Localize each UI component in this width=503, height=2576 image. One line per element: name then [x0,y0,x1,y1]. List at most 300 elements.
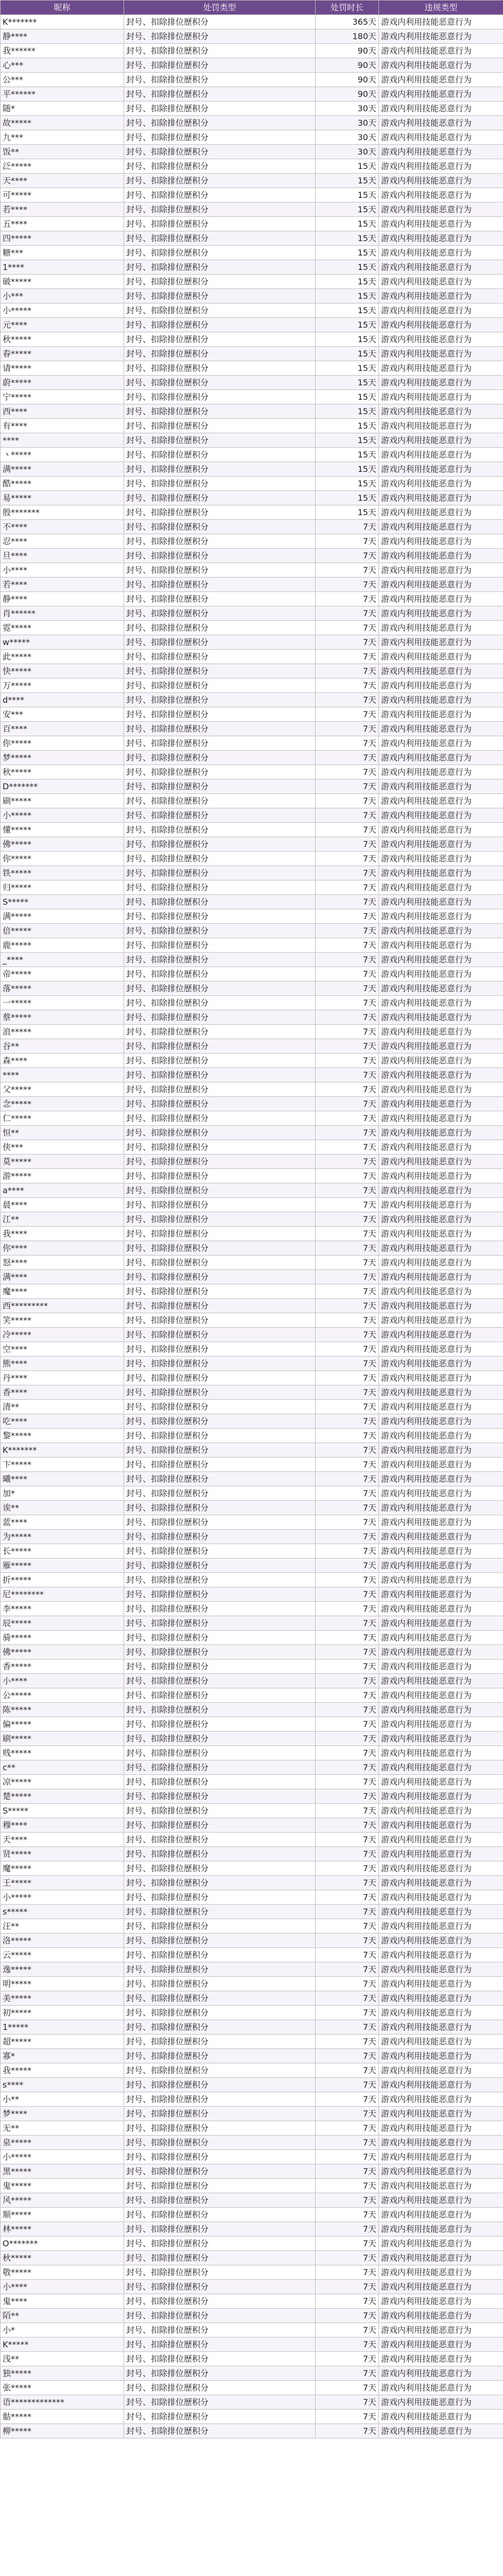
cell-penalty-type: 封号、扣除排位歷积分 [124,73,316,87]
cell-violation-type: 游戏内利用技能恶意行为 [379,996,503,1010]
table-row [1,1241,503,1256]
cell-nickname: 风***** [1,2193,124,2208]
cell-penalty-type: 封号、扣除排位歷积分 [124,2222,316,2236]
cell-penalty-type: 封号、扣除排位歷积分 [124,2251,316,2265]
cell-penalty-duration: 30天 [316,101,379,116]
table-row [1,1804,503,1818]
table-row [1,1126,503,1140]
cell-nickname: 秋***** [1,332,124,347]
cell-penalty-type: 封号、扣除排位歷积分 [124,996,316,1010]
cell-nickname: 落***** [1,981,124,996]
cell-penalty-duration: 15天 [316,433,379,448]
table-row [1,44,503,58]
cell-penalty-type: 封号、扣除排位歷积分 [124,130,316,145]
cell-penalty-type: 封号、扣除排位歷积分 [124,2193,316,2208]
cell-nickname: 满**** [1,1270,124,1284]
cell-penalty-type: 封号、扣除排位歷积分 [124,1544,316,1558]
cell-penalty-duration: 7天 [316,1804,379,1818]
cell-violation-type: 游戏内利用技能恶意行为 [379,1631,503,1645]
cell-violation-type: 游戏内利用技能恶意行为 [379,1977,503,1991]
cell-violation-type: 游戏内利用技能恶意行为 [379,938,503,953]
cell-violation-type: 游戏内利用技能恶意行为 [379,967,503,981]
cell-nickname: 你***** [1,852,124,866]
cell-penalty-type: 封号、扣除排位歷积分 [124,924,316,938]
cell-nickname: 糖*** [1,246,124,260]
cell-penalty-type: 封号、扣除排位歷积分 [124,1515,316,1530]
cell-nickname: 请***** [1,361,124,376]
cell-violation-type: 游戏内利用技能恶意行为 [379,1472,503,1486]
table-row [1,1140,503,1155]
cell-violation-type: 游戏内利用技能恶意行为 [379,2193,503,2208]
cell-violation-type: 游戏内利用技能恶意行为 [379,202,503,217]
cell-violation-type: 游戏内利用技能恶意行为 [379,87,503,101]
table-row [1,1587,503,1602]
cell-nickname: 随* [1,101,124,116]
cell-nickname: 念***** [1,1097,124,1111]
table-row [1,1631,503,1645]
cell-violation-type: 游戏内利用技能恶意行为 [379,924,503,938]
cell-violation-type: 游戏内利用技能恶意行为 [379,1169,503,1183]
table-row [1,1284,503,1299]
cell-penalty-type: 封号、扣除排位歷积分 [124,289,316,303]
cell-penalty-type: 封号、扣除排位歷积分 [124,1948,316,1962]
cell-penalty-type: 封号、扣除排位歷积分 [124,1486,316,1501]
cell-nickname: 梦***** [1,751,124,765]
cell-violation-type: 游戏内利用技能恶意行为 [379,1544,503,1558]
cell-nickname: K***** [1,2337,124,2352]
cell-violation-type: 游戏内利用技能恶意行为 [379,462,503,477]
table-row [1,1515,503,1530]
cell-violation-type: 游戏内利用技能恶意行为 [379,765,503,779]
cell-penalty-duration: 30天 [316,130,379,145]
table-row [1,130,503,145]
cell-penalty-duration: 7天 [316,981,379,996]
cell-nickname: 快***** [1,664,124,679]
cell-nickname: 偏***** [1,1717,124,1732]
table-row [1,2020,503,2035]
cell-violation-type: 游戏内利用技能恶意行为 [379,1357,503,1371]
cell-violation-type: 游戏内利用技能恶意行为 [379,29,503,44]
cell-nickname: K******* [1,15,124,29]
cell-violation-type: 游戏内利用技能恶意行为 [379,1962,503,1977]
cell-penalty-type: 封号、扣除排位歷积分 [124,332,316,347]
cell-penalty-duration: 7天 [316,1357,379,1371]
cell-violation-type: 游戏内利用技能恶意行为 [379,1241,503,1256]
cell-violation-type: 游戏内利用技能恶意行为 [379,1717,503,1732]
table-row [1,1443,503,1458]
table-row [1,1068,503,1082]
cell-penalty-duration: 90天 [316,58,379,73]
table-body [1,15,503,2438]
cell-penalty-duration: 7天 [316,2179,379,2193]
table-row [1,2078,503,2092]
cell-violation-type: 游戏内利用技能恶意行为 [379,174,503,188]
cell-nickname: 贱***** [1,1746,124,1760]
cell-violation-type: 游戏内利用技能恶意行为 [379,981,503,996]
cell-penalty-type: 封号、扣除排位歷积分 [124,1602,316,1616]
table-row [1,1847,503,1861]
cell-penalty-duration: 15天 [316,174,379,188]
table-row [1,1472,503,1486]
table-row [1,2251,503,2265]
cell-violation-type: 游戏内利用技能恶意行为 [379,15,503,29]
cell-violation-type: 游戏内利用技能恶意行为 [379,433,503,448]
header-penalty-duration: 处罚时长 [316,1,379,15]
cell-nickname: 小***** [1,303,124,318]
cell-violation-type: 游戏内利用技能恶意行为 [379,289,503,303]
cell-penalty-type: 封号、扣除排位歷积分 [124,318,316,332]
cell-nickname: 西**** [1,404,124,419]
cell-penalty-duration: 7天 [316,2410,379,2424]
cell-penalty-type: 封号、扣除排位歷积分 [124,1991,316,2006]
cell-nickname: 冷***** [1,1328,124,1342]
cell-penalty-duration: 7天 [316,1977,379,1991]
cell-nickname: 陌** [1,2309,124,2323]
cell-penalty-type: 封号、扣除排位歷积分 [124,1256,316,1270]
cell-violation-type: 游戏内利用技能恶意行为 [379,2078,503,2092]
cell-penalty-type: 封号、扣除排位歷积分 [124,1760,316,1775]
table-row [1,231,503,246]
cell-violation-type: 游戏内利用技能恶意行为 [379,679,503,693]
cell-violation-type: 游戏内利用技能恶意行为 [379,1227,503,1241]
cell-nickname: 侠*** [1,1140,124,1155]
cell-penalty-type: 封号、扣除排位歷积分 [124,1573,316,1587]
cell-nickname: 佛***** [1,1645,124,1659]
cell-nickname: 易***** [1,491,124,505]
table-row [1,1111,503,1126]
cell-penalty-duration: 7天 [316,592,379,606]
table-row [1,1082,503,1097]
cell-violation-type: 游戏内利用技能恶意行为 [379,1732,503,1746]
cell-nickname: 吃**** [1,1414,124,1429]
cell-penalty-type: 封号、扣除排位歷积分 [124,1659,316,1674]
table-row [1,1934,503,1948]
cell-penalty-duration: 7天 [316,2035,379,2049]
cell-violation-type: 游戏内利用技能恶意行为 [379,2222,503,2236]
cell-penalty-duration: 7天 [316,1313,379,1328]
cell-nickname: 加* [1,1486,124,1501]
cell-violation-type: 游戏内利用技能恶意行为 [379,73,503,87]
cell-penalty-type: 封号、扣除排位歷积分 [124,1905,316,1919]
cell-penalty-duration: 7天 [316,520,379,534]
cell-nickname: 江** [1,1212,124,1227]
cell-nickname: 若**** [1,578,124,592]
table-row [1,376,503,390]
cell-nickname: 你**** [1,1241,124,1256]
cell-nickname: 张***** [1,2381,124,2395]
cell-penalty-duration: 7天 [316,1948,379,1962]
table-row [1,347,503,361]
table-row [1,1328,503,1342]
cell-violation-type: 游戏内利用技能恶意行为 [379,130,503,145]
cell-penalty-type: 封号、扣除排位歷积分 [124,722,316,736]
cell-penalty-duration: 7天 [316,1054,379,1068]
cell-penalty-duration: 15天 [316,318,379,332]
cell-penalty-type: 封号、扣除排位歷积分 [124,1429,316,1443]
cell-penalty-type: 封号、扣除排位歷积分 [124,1241,316,1256]
cell-nickname: 凉***** [1,1775,124,1789]
table-row [1,722,503,736]
cell-nickname: 黑***** [1,2164,124,2179]
cell-nickname: 为***** [1,1530,124,1544]
cell-nickname: 敬***** [1,2265,124,2280]
cell-nickname: 四***** [1,231,124,246]
cell-violation-type: 游戏内利用技能恶意行为 [379,2309,503,2323]
cell-penalty-duration: 7天 [316,2251,379,2265]
cell-nickname: 浪***** [1,1025,124,1039]
table-row [1,116,503,130]
cell-penalty-type: 封号、扣除排位歷积分 [124,549,316,563]
cell-violation-type: 游戏内利用技能恶意行为 [379,852,503,866]
cell-penalty-type: 封号、扣除排位歷积分 [124,1183,316,1198]
cell-nickname: 莫***** [1,1155,124,1169]
cell-violation-type: 游戏内利用技能恶意行为 [379,419,503,433]
cell-nickname: 李***** [1,1602,124,1616]
cell-penalty-type: 封号、扣除排位歷积分 [124,44,316,58]
cell-violation-type: 游戏内利用技能恶意行为 [379,1458,503,1472]
cell-violation-type: 游戏内利用技能恶意行为 [379,707,503,722]
cell-nickname: 雁***** [1,1558,124,1573]
cell-nickname: 可***** [1,188,124,202]
cell-nickname: **** [1,433,124,448]
cell-nickname: 鹿***** [1,938,124,953]
cell-violation-type: 游戏内利用技能恶意行为 [379,1342,503,1357]
cell-penalty-type: 封号、扣除排位歷积分 [124,1861,316,1876]
cell-penalty-duration: 30天 [316,145,379,159]
cell-penalty-type: 封号、扣除排位歷积分 [124,1804,316,1818]
table-row [1,505,503,520]
cell-nickname: 鬼***** [1,2179,124,2193]
cell-penalty-duration: 7天 [316,736,379,751]
cell-penalty-type: 封号、扣除排位歷积分 [124,1284,316,1299]
cell-penalty-duration: 15天 [316,289,379,303]
cell-penalty-duration: 7天 [316,1934,379,1948]
cell-penalty-type: 封号、扣除排位歷积分 [124,1919,316,1934]
cell-penalty-type: 封号、扣除排位歷积分 [124,650,316,664]
cell-nickname: 安*** [1,707,124,722]
table-row [1,303,503,318]
cell-penalty-duration: 7天 [316,2395,379,2410]
cell-nickname: 骷***** [1,2410,124,2424]
cell-violation-type: 游戏内利用技能恶意行为 [379,44,503,58]
table-row [1,1890,503,1905]
cell-violation-type: 游戏内利用技能恶意行为 [379,1659,503,1674]
cell-nickname: 仁***** [1,1111,124,1126]
cell-violation-type: 游戏内利用技能恶意行为 [379,1299,503,1313]
cell-penalty-type: 封号、扣除排位歷积分 [124,736,316,751]
table-row [1,1429,503,1443]
cell-penalty-duration: 7天 [316,751,379,765]
cell-nickname: 天**** [1,1833,124,1847]
cell-nickname: 公***** [1,1688,124,1703]
cell-violation-type: 游戏内利用技能恶意行为 [379,2410,503,2424]
cell-penalty-type: 封号、扣除排位歷积分 [124,231,316,246]
cell-penalty-duration: 7天 [316,606,379,621]
cell-nickname: 小**** [1,1674,124,1688]
cell-violation-type: 游戏内利用技能恶意行为 [379,794,503,808]
table-row [1,1905,503,1919]
cell-nickname: 西********* [1,1299,124,1313]
cell-violation-type: 游戏内利用技能恶意行为 [379,58,503,73]
cell-nickname: 初***** [1,2006,124,2020]
cell-violation-type: 游戏内利用技能恶意行为 [379,1876,503,1890]
cell-nickname: 汪** [1,1919,124,1934]
cell-violation-type: 游戏内利用技能恶意行为 [379,1082,503,1097]
table-row [1,1256,503,1270]
cell-penalty-type: 封号、扣除排位歷积分 [124,2092,316,2107]
table-row [1,2121,503,2136]
cell-penalty-duration: 15天 [316,448,379,462]
table-row [1,779,503,794]
cell-penalty-duration: 7天 [316,650,379,664]
cell-penalty-type: 封号、扣除排位歷积分 [124,2006,316,2020]
cell-nickname: 卞***** [1,1458,124,1472]
cell-violation-type: 游戏内利用技能恶意行为 [379,231,503,246]
cell-violation-type: 游戏内利用技能恶意行为 [379,1385,503,1400]
table-row [1,159,503,174]
cell-violation-type: 游戏内利用技能恶意行为 [379,159,503,174]
cell-penalty-type: 封号、扣除排位歷积分 [124,2078,316,2092]
cell-penalty-type: 封号、扣除排位歷积分 [124,953,316,967]
cell-penalty-type: 封号、扣除排位歷积分 [124,1876,316,1890]
cell-nickname: a**** [1,1183,124,1198]
table-row [1,1039,503,1054]
cell-violation-type: 游戏内利用技能恶意行为 [379,505,503,520]
table-row [1,491,503,505]
table-row [1,736,503,751]
cell-nickname: 清** [1,1400,124,1414]
cell-nickname: 森**** [1,1054,124,1068]
table-row [1,477,503,491]
table-row [1,1674,503,1688]
cell-penalty-type: 封号、扣除排位歷积分 [124,202,316,217]
table-row [1,1400,503,1414]
cell-penalty-type: 封号、扣除排位歷积分 [124,347,316,361]
cell-penalty-type: 封号、扣除排位歷积分 [124,1097,316,1111]
cell-nickname: 香**** [1,1385,124,1400]
cell-nickname: 泉***** [1,2136,124,2150]
cell-penalty-duration: 7天 [316,2294,379,2309]
cell-penalty-duration: 15天 [316,376,379,390]
cell-penalty-duration: 7天 [316,1890,379,1905]
cell-penalty-type: 封号、扣除排位歷积分 [124,2136,316,2150]
table-row [1,967,503,981]
cell-nickname: 九*** [1,130,124,145]
cell-penalty-type: 封号、扣除排位歷积分 [124,188,316,202]
cell-penalty-duration: 7天 [316,1256,379,1270]
cell-nickname: 1***** [1,2020,124,2035]
cell-nickname: 倍***** [1,924,124,938]
cell-penalty-duration: 7天 [316,1847,379,1861]
cell-violation-type: 游戏内利用技能恶意行为 [379,116,503,130]
cell-nickname: 寡* [1,2049,124,2063]
cell-violation-type: 游戏内利用技能恶意行为 [379,2337,503,2352]
table-row [1,2280,503,2294]
cell-nickname: d**** [1,693,124,707]
table-row [1,1760,503,1775]
table-row [1,1948,503,1962]
cell-violation-type: 游戏内利用技能恶意行为 [379,1573,503,1587]
cell-penalty-type: 封号、扣除排位歷积分 [124,1025,316,1039]
table-row [1,188,503,202]
cell-penalty-duration: 7天 [316,2352,379,2366]
cell-penalty-type: 封号、扣除排位歷积分 [124,1703,316,1717]
cell-violation-type: 游戏内利用技能恶意行为 [379,1558,503,1573]
table-row [1,2395,503,2410]
cell-penalty-type: 封号、扣除排位歷积分 [124,2121,316,2136]
cell-penalty-duration: 7天 [316,621,379,635]
table-row [1,1183,503,1198]
cell-penalty-duration: 7天 [316,1212,379,1227]
cell-penalty-duration: 7天 [316,880,379,895]
cell-violation-type: 游戏内利用技能恶意行为 [379,1934,503,1948]
cell-nickname: 天**** [1,174,124,188]
cell-penalty-type: 封号、扣除排位歷积分 [124,1934,316,1948]
cell-penalty-type: 封号、扣除排位歷积分 [124,1616,316,1631]
cell-nickname: 元**** [1,318,124,332]
cell-penalty-type: 封号、扣除排位歷积分 [124,837,316,852]
table-row [1,1342,503,1357]
cell-penalty-type: 封号、扣除排位歷积分 [124,693,316,707]
cell-nickname: 静**** [1,29,124,44]
cell-violation-type: 游戏内利用技能恶意行为 [379,693,503,707]
cell-violation-type: 游戏内利用技能恶意行为 [379,1890,503,1905]
cell-penalty-duration: 7天 [316,1025,379,1039]
cell-violation-type: 游戏内利用技能恶意行为 [379,2352,503,2366]
cell-violation-type: 游戏内利用技能恶意行为 [379,1256,503,1270]
cell-nickname: 不**** [1,520,124,534]
cell-penalty-type: 封号、扣除排位歷积分 [124,29,316,44]
table-row [1,2323,503,2337]
cell-nickname: 小***** [1,808,124,823]
cell-violation-type: 游戏内利用技能恶意行为 [379,1775,503,1789]
cell-violation-type: 游戏内利用技能恶意行为 [379,2294,503,2309]
cell-violation-type: 游戏内利用技能恶意行为 [379,217,503,231]
cell-violation-type: 游戏内利用技能恶意行为 [379,2366,503,2381]
cell-violation-type: 游戏内利用技能恶意行为 [379,549,503,563]
cell-penalty-duration: 15天 [316,347,379,361]
cell-penalty-type: 封号、扣除排位歷积分 [124,58,316,73]
table-row [1,1876,503,1890]
cell-nickname: 秋***** [1,2251,124,2265]
cell-penalty-type: 封号、扣除排位歷积分 [124,1472,316,1486]
cell-nickname: 小***** [1,2150,124,2164]
cell-penalty-type: 封号、扣除排位歷积分 [124,2265,316,2280]
table-row [1,1688,503,1703]
cell-violation-type: 游戏内利用技能恶意行为 [379,2381,503,2395]
cell-violation-type: 游戏内利用技能恶意行为 [379,2424,503,2438]
table-row [1,924,503,938]
cell-penalty-type: 封号、扣除排位歷积分 [124,505,316,520]
cell-penalty-duration: 7天 [316,1703,379,1717]
cell-penalty-duration: 30天 [316,116,379,130]
cell-penalty-type: 封号、扣除排位歷积分 [124,967,316,981]
cell-violation-type: 游戏内利用技能恶意行为 [379,2150,503,2164]
cell-nickname: 破***** [1,275,124,289]
cell-penalty-type: 封号、扣除排位歷积分 [124,1977,316,1991]
table-row [1,1602,503,1616]
cell-penalty-duration: 15天 [316,419,379,433]
cell-nickname: **** [1,1068,124,1082]
cell-nickname: 忍**** [1,534,124,549]
cell-penalty-duration: 7天 [316,1486,379,1501]
cell-penalty-type: 封号、扣除排位歷积分 [124,15,316,29]
cell-penalty-duration: 7天 [316,534,379,549]
cell-violation-type: 游戏内利用技能恶意行为 [379,1833,503,1847]
table-row [1,2366,503,2381]
cell-violation-type: 游戏内利用技能恶意行为 [379,1991,503,2006]
cell-penalty-duration: 7天 [316,808,379,823]
